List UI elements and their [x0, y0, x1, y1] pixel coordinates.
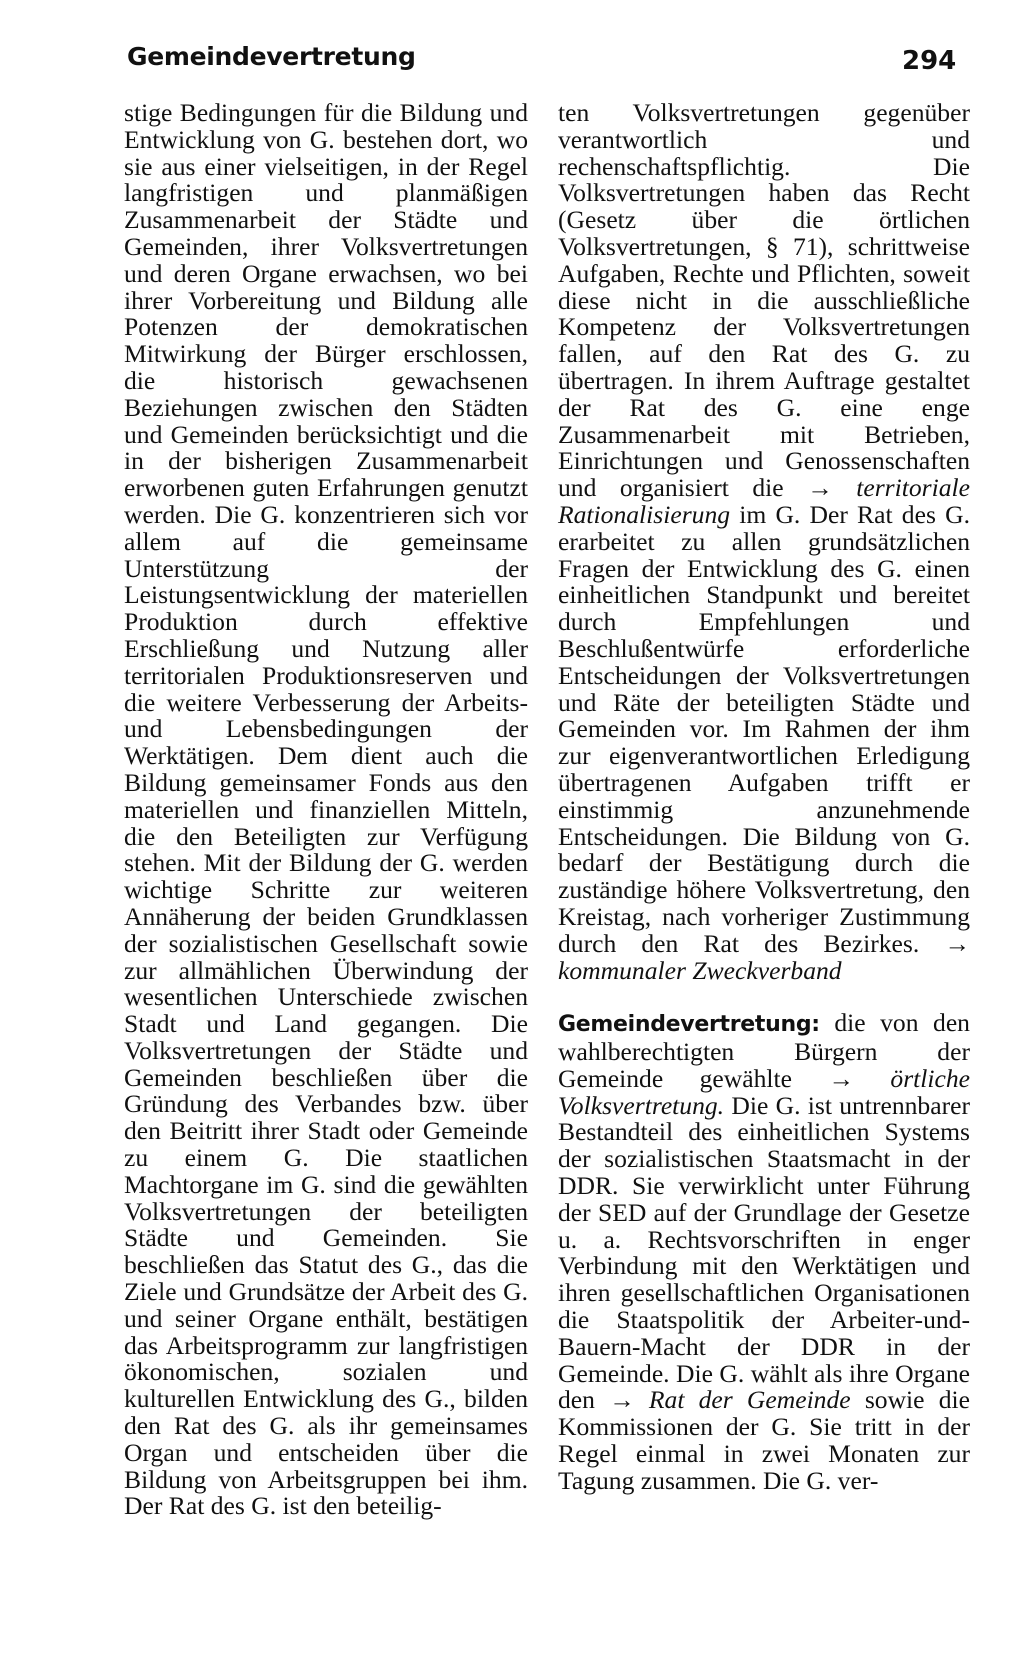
- cross-reference-territoriale-rationalisierung: territoriale Rationalisierung: [558, 473, 970, 529]
- continuation-text-a: ten Volksvertretungen gegenüber verantwortlich und rechenschaftspflichtig. Die Volksvertretungen haben das Recht (Gesetz über die örtlichen Volksvertretungen, § 71), schrittweise Aufgaben, Rechte und Pflichten, soweit diese nicht in die ausschließliche Kompetenz der Volksvertretungen fallen, auf den Rat des G. zu übertragen. In ihrem Auftrage gestaltet der Rat des G. eine enge Zusammenarbeit mit Betrieben, Einrichtungen und Genossenschaften und organisiert die →: [558, 98, 970, 503]
- left-column: [124, 100, 528, 1520]
- entry-text-c: sowie die Kommissionen der G. Sie tritt in der Regel einmal in zwei Monaten zur Tagung zusammen. Die G. ver-: [558, 1385, 970, 1495]
- running-head: Gemeindevertretung: [127, 42, 416, 71]
- entry-gap: [558, 984, 970, 1010]
- cross-reference-rat-der-gemeinde: Rat der Gemeinde: [648, 1385, 851, 1415]
- continuation-text-b: im G. Der Rat des G. erarbeitet zu allen grundsätzlichen Fragen der Entwicklung des G. einen einheitlichen Standpunkt und bereitet durch Empfehlungen und Beschlußentwürfe erforderliche Entscheidungen der Volksvertretungen und Räte der beteiligten Städte und Gemeinden vor. Im Rahmen der ihm zur eigenverantwortlichen Erledigung übertragenen Aufgaben trifft er einstimmig anzunehmende Entscheidungen. Die Bildung von G. bedarf der Bestätigung durch die zuständige höhere Volksvertretung, den Kreistag, nach vorheriger Zustimmung durch den Rat des Bezirkes. →: [558, 499, 970, 958]
- entry-gemeindevertretung: [558, 1010, 970, 1494]
- page-number: 294: [902, 46, 957, 76]
- entry-text-b: Die G. ist untrennbarer Bestandteil des einheitlichen Systems der sozialistischen Staatsmacht in der DDR. Sie verwirklicht unter Führung der SED auf der Grundlage der Gesetze u. a. Rechtsvorschriften in enger Verbindung mit den Werktätigen und ihren gesellschaftlichen Organisationen die Staatspolitik der Arbeiter-und-Bauern-Macht der DDR in der Gemeinde. Die G. wählt als ihre Organe den →: [558, 1090, 970, 1415]
- left-column-text: stige Bedingungen für die Bildung und Entwicklung von G. bestehen dort, wo sie aus einer vielseitigen, in der Regel langfristigen und planmäßigen Zusammenarbeit der Städte und Gemeinden, ihrer Volksvertretungen und deren Organe erwachsen, wo bei ihrer Vorbereitung und Bildung alle Potenzen der demokratischen Mitwirkung der Bürger erschlossen, die historisch gewachsenen Beziehungen zwischen den Städten und Gemeinden berücksichtigt und die in der bisherigen Zusammenarbeit erworbenen guten Erfahrungen genutzt werden. Die G. konzentrieren sich vor allem auf die gemeinsame Unterstützung der Leistungsentwicklung der materiellen Produktion durch effektive Erschließung und Nutzung aller territorialen Produktionsreserven und die weitere Verbesserung der Arbeits- und Lebensbedingungen der Werktätigen. Dem dient auch die Bildung gemeinsamer Fonds aus den materiellen und finanziellen Mitteln, die den Beteiligten zur Verfügung stehen. Mit der Bildung der G. werden wichtige Schritte zur weiteren Annäherung der beiden Grundklassen der sozialistischen Gesellschaft sowie zur allmählichen Überwindung der wesentlichen Unterschiede zwischen Stadt und Land gegangen. Die Volksvertretungen der Städte und Gemeinden beschließen über die Gründung des Verbandes bzw. über den Beitritt ihrer Stadt oder Gemeinde zu einem G. Die staatlichen Machtorgane im G. sind die gewählten Volksvertretungen der beteiligten Städte und Gemeinden. Sie beschließen das Statut des G., das die Ziele und Grundsätze der Arbeit des G. und seiner Organe enthält, bestätigen das Arbeitsprogramm zur langfristigen ökonomischen, sozialen und kulturellen Entwicklung des G., bilden den Rat des G. als ihr gemeinsames Organ und entscheiden über die Bildung von Arbeitsgruppen bei ihm. Der Rat des G. ist den beteilig-: [124, 98, 528, 1521]
- entry-continuation: [558, 100, 970, 984]
- entry-headword: Gemeindevertretung:: [558, 1012, 820, 1038]
- cross-reference-kommunaler-zweckverband: kommunaler Zweckverband: [558, 955, 842, 985]
- cross-reference-oertliche-volksvertretung: örtliche Volksvertretung.: [558, 1063, 970, 1120]
- entry-text-a: die von den wahlberechtigten Bürgern der Gemeinde gewählte →: [558, 1008, 970, 1093]
- right-column: [558, 100, 970, 1495]
